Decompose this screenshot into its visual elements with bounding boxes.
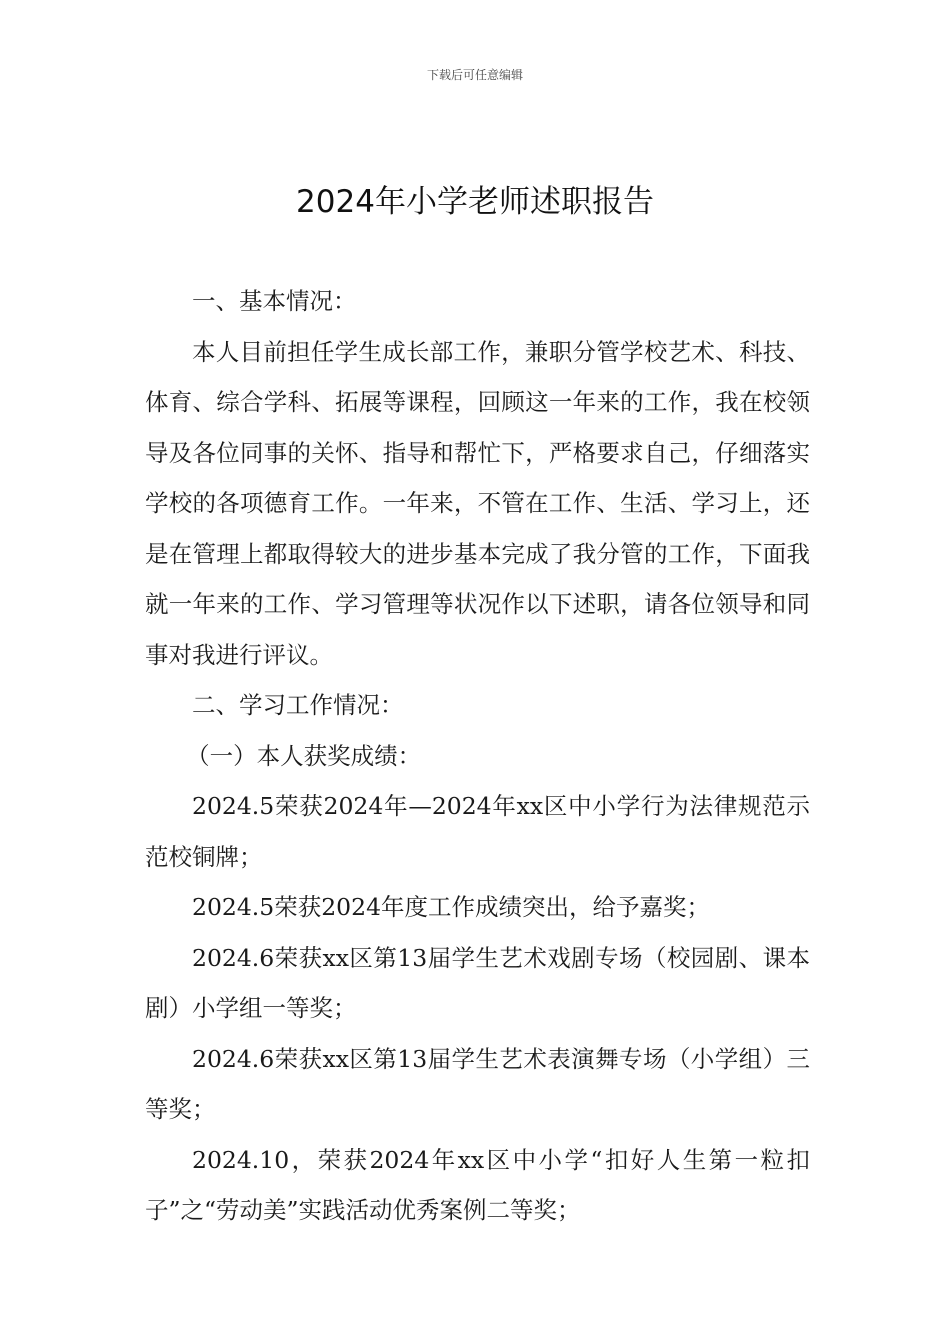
- award-item: 2024.10，荣获2024年xx区中小学“扣好人生第一粒扣子”之“劳动美”实践活动优秀案例二等奖；: [145, 1145, 810, 1224]
- document-title: 2024年小学老师述职报告: [296, 184, 654, 220]
- award-item: 2024.6荣获xx区第13届学生艺术表演舞专场（小学组）三等奖；: [145, 1044, 810, 1123]
- paragraph-intro: 本人目前担任学生成长部工作，兼职分管学校艺术、科技、体育、综合学科、拓展等课程，回顾这一年来的工作，我在校领导及各位同事的关怀、指导和帮忙下，严格要求自己，仔细落实学校的各项德育工作。一年来，不管在工作、生活、学习上，还是在管理上都取得较大的进步基本完成了我分管的工作，下面我就一年来的工作、学习管理等状况作以下述职，请各位领导和同事对我进行评议。: [145, 337, 810, 669]
- section-heading-basic-info: 一、基本情况：: [192, 287, 357, 315]
- header-note: 下载后可任意编辑: [426, 68, 523, 82]
- award-item: 2024.6荣获xx区第13届学生艺术戏剧专场（校园剧、课本剧）小学组一等奖；: [145, 943, 810, 1022]
- section-heading-work-study: 二、学习工作情况：: [192, 691, 404, 719]
- subsection-heading-awards: （一）本人获奖成绩：: [186, 741, 422, 770]
- award-item: 2024.5荣获2024年—2024年xx区中小学行为法律规范示范校铜牌；: [145, 792, 810, 871]
- award-item: 2024.5荣获2024年度工作成绩突出，给予嘉奖；: [192, 893, 711, 921]
- document-body: [145, 276, 810, 1236]
